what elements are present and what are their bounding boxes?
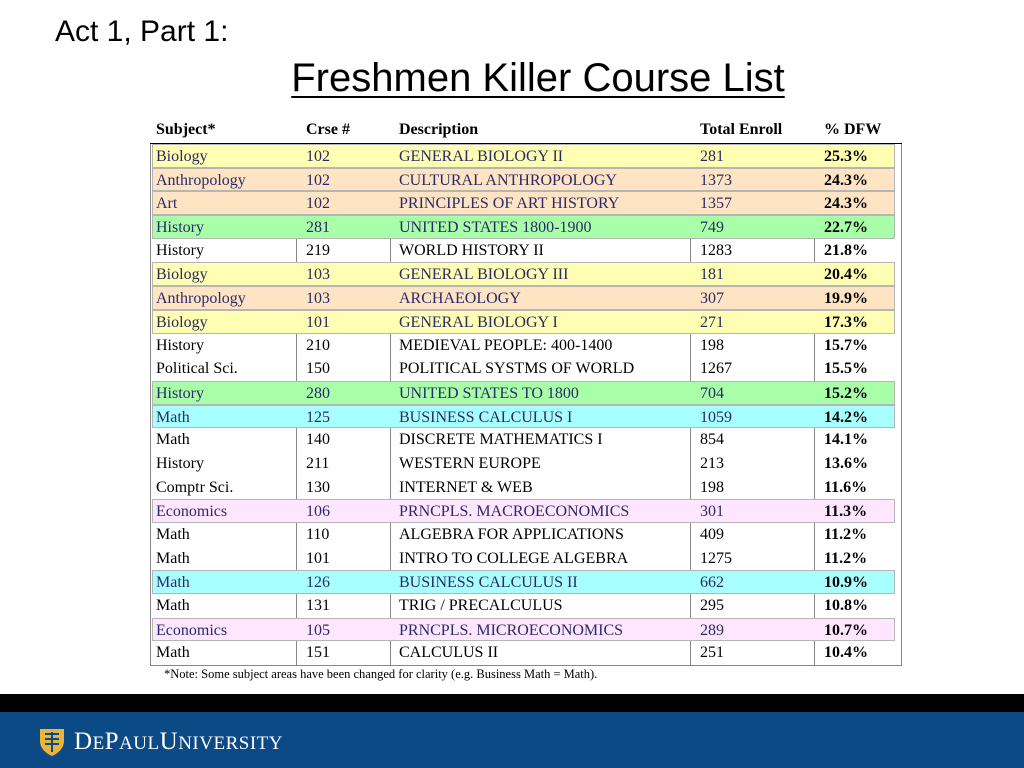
cell-enroll: 1275	[700, 549, 732, 567]
cell-dfw: 19.9%	[824, 290, 868, 308]
cell-subject: History	[156, 454, 204, 472]
cell-course: 150	[306, 360, 330, 378]
table-row	[151, 428, 901, 452]
cell-description: PRNCPLS. MACROECONOMICS	[399, 503, 630, 521]
cell-dfw: 21.8%	[824, 241, 868, 259]
table-row	[152, 499, 895, 523]
cell-description: POLITICAL SYSTMS OF WORLD	[399, 360, 635, 378]
cell-enroll: 1373	[700, 171, 732, 189]
cell-course: 140	[306, 431, 330, 449]
cell-enroll: 289	[700, 621, 724, 639]
table-row	[152, 570, 895, 594]
cell-dfw: 20.4%	[824, 266, 868, 284]
cell-dfw: 11.3%	[824, 503, 868, 521]
cell-subject: Math	[156, 526, 190, 543]
table-body	[150, 144, 902, 666]
depaul-logo	[38, 727, 283, 757]
table-row	[151, 334, 901, 358]
cell-enroll: 749	[700, 219, 724, 237]
table-row	[152, 618, 895, 642]
cell-description: GENERAL BIOLOGY I	[399, 313, 558, 331]
cell-subject: Anthropology	[156, 171, 246, 189]
cell-subject: Political Sci.	[156, 360, 238, 378]
cell-subject: History	[156, 384, 204, 402]
cell-course: 102	[306, 171, 330, 189]
column-header-subject: Subject*	[156, 121, 216, 138]
cell-description: UNITED STATES TO 1800	[399, 384, 579, 402]
cell-description: MEDIEVAL PEOPLE: 400-1400	[399, 336, 613, 354]
cell-course: 281	[306, 219, 330, 237]
cell-course: 151	[306, 644, 330, 662]
cell-enroll: 1283	[700, 241, 732, 259]
cell-description: GENERAL BIOLOGY II	[399, 148, 564, 165]
cell-subject: Math	[156, 431, 190, 449]
cell-subject: History	[156, 241, 204, 259]
table-row	[152, 262, 895, 286]
cell-dfw: 15.2%	[824, 384, 868, 402]
cell-subject: Economics	[156, 503, 228, 521]
footer-stripe	[0, 694, 1024, 712]
cell-subject: Math	[156, 574, 190, 592]
cell-enroll: 198	[700, 336, 724, 354]
course-table	[150, 119, 902, 666]
cell-description: CALCULUS II	[399, 644, 499, 662]
cell-description: PRNCPLS. MICROECONOMICS	[399, 621, 624, 639]
cell-dfw: 10.4%	[824, 644, 868, 662]
cell-description: ARCHAEOLOGY	[399, 290, 521, 308]
table-row	[152, 381, 895, 405]
cell-description: ALGEBRA FOR APPLICATIONS	[399, 526, 624, 543]
cell-description: GENERAL BIOLOGY III	[399, 266, 569, 284]
cell-subject: History	[156, 336, 204, 354]
cell-dfw: 14.2%	[824, 408, 868, 426]
cell-enroll: 181	[700, 266, 724, 284]
slide-title: Freshmen Killer Course List	[291, 56, 785, 100]
cell-enroll: 1059	[700, 408, 732, 426]
cell-dfw: 24.3%	[824, 171, 868, 189]
cell-course: 101	[306, 549, 330, 567]
cell-course: 211	[306, 454, 330, 472]
cell-course: 101	[306, 313, 330, 331]
table-row	[152, 168, 895, 192]
cell-enroll: 1357	[700, 195, 732, 213]
cell-subject: Economics	[156, 621, 228, 639]
table-row	[151, 452, 901, 476]
cell-dfw: 15.7%	[824, 336, 868, 354]
cell-enroll: 251	[700, 644, 724, 662]
cell-dfw: 14.1%	[824, 431, 868, 449]
cell-dfw: 25.3%	[824, 148, 868, 165]
cell-course: 105	[306, 621, 330, 639]
cell-dfw: 24.3%	[824, 195, 868, 213]
cell-enroll: 295	[700, 597, 724, 615]
cell-enroll: 1267	[700, 360, 732, 378]
cell-enroll: 662	[700, 574, 724, 592]
cell-description: WESTERN EUROPE	[399, 454, 541, 472]
cell-enroll: 854	[700, 431, 724, 449]
footnote: *Note: Some subject areas have been changed for clarity (e.g. Business Math = Math).	[164, 667, 598, 681]
cell-course: 219	[306, 241, 330, 259]
cell-description: CULTURAL ANTHROPOLOGY	[399, 171, 617, 189]
cell-course: 280	[306, 384, 330, 402]
table-row	[152, 144, 895, 168]
table-row	[151, 523, 901, 547]
cell-course: 103	[306, 266, 330, 284]
cell-enroll: 198	[700, 478, 724, 496]
cell-dfw: 13.6%	[824, 454, 868, 472]
cell-course: 130	[306, 478, 330, 496]
cell-subject: Biology	[156, 148, 208, 165]
column-header-enroll: Total Enroll	[700, 121, 783, 138]
cell-description: WORLD HISTORY II	[399, 241, 544, 259]
cell-dfw: 15.5%	[824, 360, 868, 378]
table-row	[152, 310, 895, 334]
cell-description: TRIG / PRECALCULUS	[399, 597, 563, 615]
table-row	[152, 405, 895, 429]
cell-course: 102	[306, 148, 330, 165]
cell-subject: History	[156, 219, 204, 237]
cell-course: 110	[306, 526, 330, 543]
cell-subject: Math	[156, 408, 190, 426]
cell-course: 103	[306, 290, 330, 308]
table-header	[150, 119, 902, 144]
table-row	[151, 594, 901, 618]
column-header-description: Description	[399, 121, 479, 138]
table-row	[151, 641, 901, 665]
cell-course: 102	[306, 195, 330, 213]
cell-subject: Math	[156, 644, 190, 662]
cell-description: DISCRETE MATHEMATICS I	[399, 431, 603, 449]
cell-enroll: 301	[700, 503, 724, 521]
cell-description: PRINCIPLES OF ART HISTORY	[399, 195, 620, 213]
column-header-course: Crse #	[306, 121, 350, 138]
cell-course: 106	[306, 503, 330, 521]
cell-dfw: 11.2%	[824, 549, 868, 567]
logo-wordmark: DEPAULUNIVERSITY	[74, 728, 283, 755]
cell-dfw: 17.3%	[824, 313, 868, 331]
cell-enroll: 213	[700, 454, 724, 472]
depaul-shield-icon	[38, 727, 66, 757]
cell-enroll: 281	[700, 148, 724, 165]
cell-subject: Biology	[156, 266, 208, 284]
cell-subject: Biology	[156, 313, 208, 331]
cell-description: BUSINESS CALCULUS I	[399, 408, 573, 426]
cell-course: 126	[306, 574, 330, 592]
cell-enroll: 307	[700, 290, 724, 308]
table-row	[152, 215, 895, 239]
cell-dfw: 10.7%	[824, 621, 868, 639]
table-row	[151, 476, 901, 500]
column-header-dfw: % DFW	[824, 121, 882, 138]
cell-subject: Art	[156, 195, 178, 213]
cell-description: UNITED STATES 1800-1900	[399, 219, 592, 237]
cell-enroll: 271	[700, 313, 724, 331]
slide-subtitle: Act 1, Part 1:	[55, 15, 229, 48]
cell-dfw: 11.2%	[824, 526, 868, 543]
cell-dfw: 11.6%	[824, 478, 868, 496]
cell-description: BUSINESS CALCULUS II	[399, 574, 578, 592]
table-row	[152, 286, 895, 310]
cell-dfw: 10.8%	[824, 597, 868, 615]
cell-course: 210	[306, 336, 330, 354]
table-row	[151, 239, 901, 263]
cell-subject: Math	[156, 597, 190, 615]
cell-description: INTRO TO COLLEGE ALGEBRA	[399, 549, 629, 567]
cell-subject: Comptr Sci.	[156, 478, 234, 496]
cell-subject: Math	[156, 549, 190, 567]
cell-subject: Anthropology	[156, 290, 246, 308]
cell-dfw: 10.9%	[824, 574, 868, 592]
cell-course: 131	[306, 597, 330, 615]
table-row	[152, 191, 895, 215]
table-row	[151, 357, 901, 381]
cell-enroll: 409	[700, 526, 724, 543]
cell-course: 125	[306, 408, 330, 426]
table-row	[151, 547, 901, 571]
cell-enroll: 704	[700, 384, 724, 402]
cell-dfw: 22.7%	[824, 219, 868, 237]
cell-description: INTERNET & WEB	[399, 478, 533, 496]
